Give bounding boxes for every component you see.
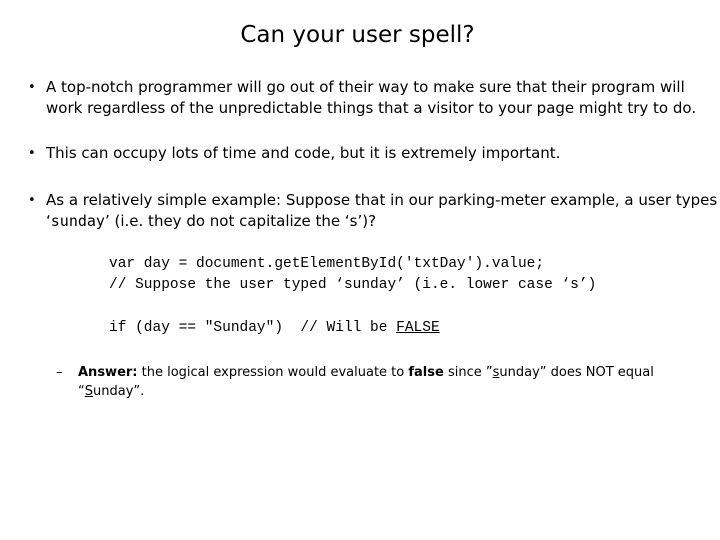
false-bold: false — [408, 365, 444, 380]
uppercase-s: S — [84, 384, 94, 399]
bullet-line-rest: ’ (i.e. they do not capitalize the ‘s’)? — [104, 212, 377, 230]
code-comment-line: // Suppose the user typed ‘sunday’ (i.e. lower case ‘s’) — [109, 277, 597, 293]
answer-text-part: since ” — [443, 365, 493, 380]
answer-text-part: the logical expression would evaluate to — [137, 365, 409, 380]
bullet-marker: • — [28, 146, 36, 161]
answer-text-part: unday”. — [93, 384, 145, 399]
slide-title: Can your user spell? — [240, 22, 475, 48]
code-if-line — [109, 318, 440, 339]
inline-code: sunday — [50, 212, 105, 230]
bullet-line: This can occupy lots of time and code, but it is extremely important. — [46, 144, 561, 162]
bullet-text — [46, 77, 696, 119]
code-if-text: if (day == "Sunday") // Will be — [109, 320, 397, 336]
bullet-marker: • — [28, 193, 36, 208]
bullet-text — [46, 190, 718, 232]
answer-line — [78, 363, 668, 382]
bullet-line: work regardless of the unpredictable things that a visitor to your page might try to do. — [46, 99, 697, 117]
lowercase-s: s — [492, 365, 500, 380]
answer-label: Answer: — [78, 365, 138, 380]
bullet-line: As a relatively simple example: Suppose that in our parking-meter example, a user types — [46, 191, 718, 209]
bullet-marker: • — [28, 80, 36, 95]
answer-text-part: “ — [78, 384, 85, 399]
open-quote: ‘ — [46, 212, 51, 230]
answer-line — [78, 382, 668, 401]
bullet-line — [46, 211, 696, 232]
false-keyword: FALSE — [396, 320, 440, 336]
bullet-text — [46, 143, 696, 164]
bullet-line: A top-notch programmer will go out of their way to make sure that their program will — [46, 78, 685, 96]
dash-marker: – — [56, 365, 63, 380]
answer-text-part: unday” does NOT equal — [499, 365, 654, 380]
code-line: var day = document.getElementById('txtDay').value; — [109, 256, 545, 272]
answer-text — [78, 363, 668, 401]
